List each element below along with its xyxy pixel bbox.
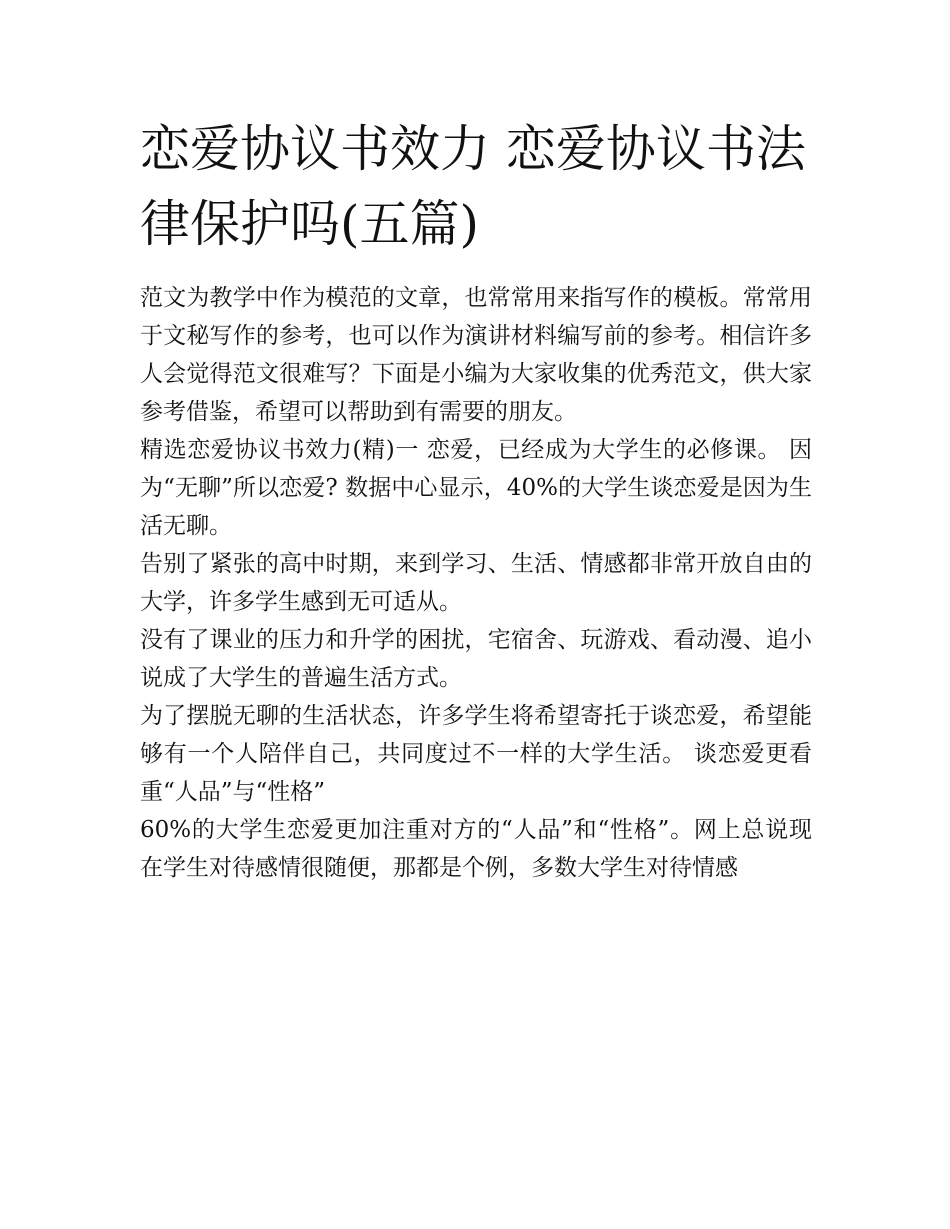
paragraph-3: 没有了课业的压力和升学的困扰，宅宿舍、玩游戏、看动漫、追小说成了大学生的普遍生活方式。 [140,627,812,691]
paragraph-5: 60%的大学生恋爱更加注重对方的“人品”和“性格”。网上总说现在学生对待感情很随便，那都是个例，多数大学生对待情感 [140,817,812,881]
document-title: 恋爱协议书效力 恋爱协议书法律保护吗(五篇) [140,120,806,253]
paragraph-1: 精选恋爱协议书效力(精)一 恋爱，已经成为大学生的必修课。 因为“无聊”所以恋爱? 数据中心显示，40%的大学生谈恋爱是因为生活无聊。 [140,437,812,539]
paragraph-4: 为了摆脱无聊的生活状态，许多学生将希望寄托于谈恋爱，希望能够有一个人陪伴自己，共同度过不一样的大学生活。 谈恋爱更看重“人品”与“性格” [140,703,812,805]
paragraph-intro: 范文为教学中作为模范的文章，也常常用来指写作的模板。常常用于文秘写作的参考，也可以作为演讲材料编写前的参考。相信许多人会觉得范文很难写？下面是小编为大家收集的优秀范文，供大家参考借鉴，希望可以帮助到有需要的朋友。 [140,285,812,425]
document-page [140,112,812,887]
paragraph-2: 告别了紧张的高中时期，来到学习、生活、情感都非常开放自由的大学，许多学生感到无可适从。 [140,551,812,615]
